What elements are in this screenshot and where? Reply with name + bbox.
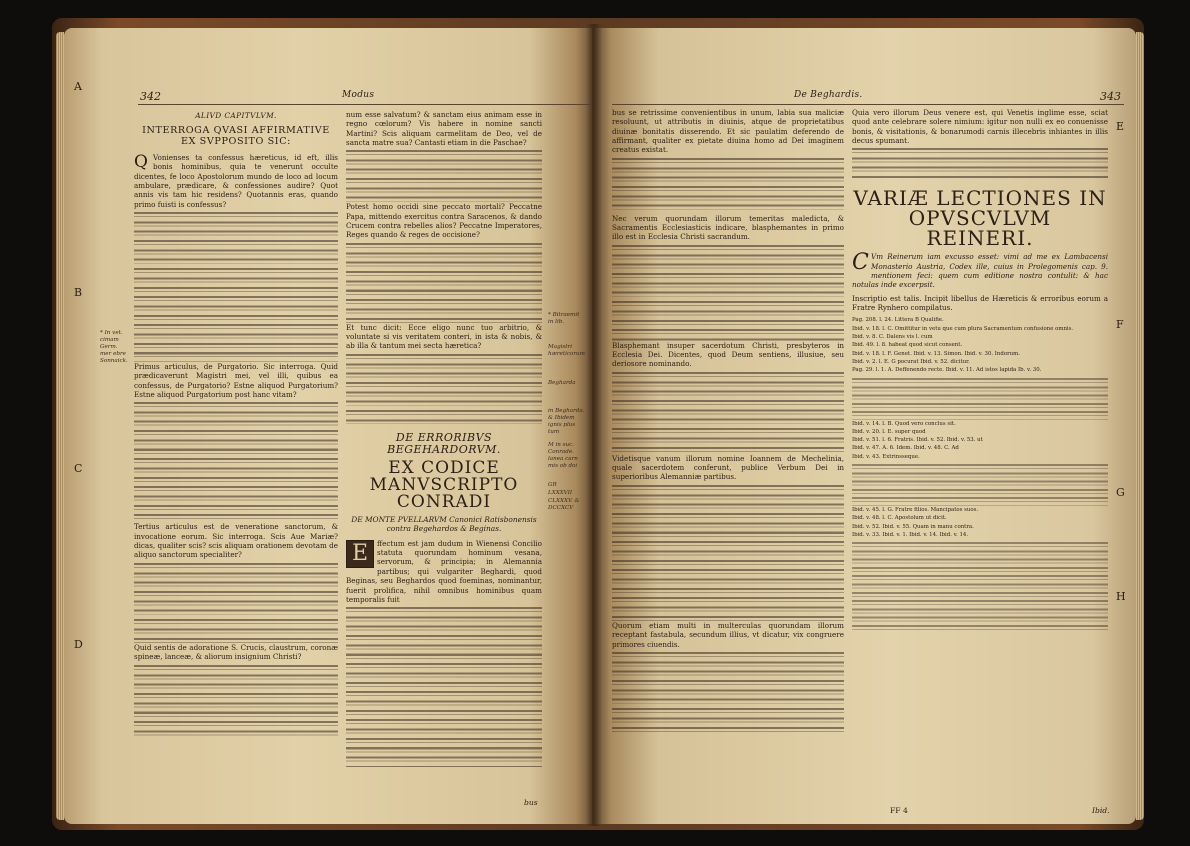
right-col1-para2: Nec verum quorundam illorum temeritas maledicta, & Sacramentis Ecclesiasticis indicare, blasphemantes in primo illo est in Ecclesia Christi sacrandum.: [612, 213, 844, 242]
variant-entry: Ibid. v. 33. Ibid. v. 1. Ibid. v. 14. Ibid. v. 14.: [852, 531, 969, 538]
variants-text-block: [852, 378, 1108, 420]
left-col1-opening: Q Vonienses ta confessus hæreticus, id eft, illis bonis hominibus, quia te venerunt occulte dicentes, fe loco Apostolorum mundo de loco ad locum ambulare, prædicare, & confessiones audire? Quot annis vis tam hic residens? Quotannis eras, quando primo fuisti is confessus?: [134, 152, 338, 209]
variants-text-block: [852, 542, 1108, 632]
margin-letter-g: G: [1116, 486, 1125, 499]
left-col2-para3: Et tunc dicit: Ecce eligo nunc tuo arbitrio, & voluntate si vis veritatem conteri, in ista & nobis, & ab illa & tantum mei secta hæretica?: [346, 322, 542, 351]
left-column-1: [134, 110, 338, 810]
variant-entry: Ibid. v. 43. Extrinsseque.: [852, 453, 920, 460]
left-col1-dropcap: Q: [134, 152, 148, 172]
left-col2-decorated-initial: E: [346, 540, 374, 568]
left-col2-text-block: [346, 607, 542, 767]
variant-entry: Pag. 208. l. 24. Littera B Qualifie.: [852, 317, 944, 324]
right-page-edges: [1136, 32, 1144, 820]
variants-list: [852, 316, 1108, 632]
margin-letter-a: A: [74, 80, 82, 93]
left-col2-para2: Potest homo occidi sine peccato mortali? Peccatne Papa, mittendo exercitus contra Saracenos, & dando Crucem contra rebelles alios? Peccatne Imperatores, Reges quando & reges de occisione?: [346, 202, 542, 240]
left-sidenote: Begharda: [548, 380, 576, 386]
variant-entry: Ibid. v. 45. l. G. Fratre filios. Mancipatos suos.: [852, 507, 979, 513]
right-col2-dropcap: C: [852, 250, 869, 276]
left-col2-body: E ffectum est jam dudum in Wienensi Concilio statuta quorundam hominum vesana, servorum, & principia; in Alemannia partibus; qui vulgariter Beghardi, quod Beginas, seu Beghardos quod foeminas, nominantur, fuerit prolifica, nihil omnibus hominibus quam temporalis fuit: [346, 538, 542, 604]
left-column-2: [346, 110, 542, 816]
right-col2-opening: Quia vero illorum Deus venere est, qui Venetis inglime esse, sciat quod ante celebrare solere nimium: igitur non nulli ex eo conuenisse bonis, & visitationis, & bonarumodi carnis illecebris inhiantes in illis decus spumant.: [852, 108, 1108, 146]
left-sidenote: GR: [548, 482, 557, 488]
variant-entry: Ibid. v. 2. l. E. G pocurat Ibid. v. 52. dicitur.: [852, 358, 970, 365]
right-col1-opening: bus se retrissime convenientibus in unum, labia sua maliciæ resoluunt, ut attributis in diuinis, atque de proprietatibus diuinæ bonitatis disserendo. Et sic paulatim deferendo de affirmant, qualiter ex pietate diuina homo ad Dei imaginem creatus existat.: [612, 108, 844, 155]
left-page: [64, 28, 592, 824]
left-head-rule: [138, 104, 590, 105]
left-sidenote: CLXXXV. & DCCXCV: [548, 498, 580, 511]
variant-entry: Ibid. v. 18. l. C. Omittitur in vetu que cum plura Sacramentum confusione omnis.: [852, 325, 1074, 332]
right-col1-text-block: [612, 652, 844, 734]
left-big-title: EX CODICE MANVSCRIPTO CONRADI: [369, 457, 519, 512]
right-col1-text-block: [612, 245, 844, 341]
margin-letter-h: H: [1116, 590, 1126, 603]
left-margin-note: * In vet. cimam Germ. mer ebre Sonnaick.: [100, 330, 128, 364]
left-col1-text-block: [134, 665, 338, 739]
variant-entry: Ibid. v. 52. Ibid. v. 55. Quam in manu contra.: [852, 523, 974, 530]
left-sidenote: Magistri hæreticorum: [548, 344, 585, 357]
left-col2-opening: num esse salvatum? & sanctam eius animam esse in regno cœlorum? Vis habere in nomine sancti Martini? Scis aliquam carmelitam de Deo, vel de sancta matre sua? Cantasti etiam in die Paschae?: [346, 110, 542, 148]
left-col1-para2: Primus articulus, de Purgatorio. Sic interroga. Quid prædicaverunt Magistri mei, vel illi, quibus ea confessus, de Purgatorio? Estne aliquod Purgatorium? Estne aliquod Purgatorium post hanc vitam?: [134, 362, 338, 400]
right-col2-intro: C Vm Reinerum iam excusso esset: vimi ad me ex Lambacensi Monasterio Austria, Codex ille, cuius in Prolegomenis cap. 9. mentionem feci: quem cum editione nostra contulit: & hac notulas inde excerpsit.: [852, 250, 1108, 290]
right-catchword: Ibid.: [1092, 806, 1110, 815]
variant-entry: Ibid. v. 8. C. Dalens vis l. cum: [852, 334, 933, 341]
right-col1-text-block: [612, 485, 844, 621]
left-sidenote: LXXXVII: [548, 490, 573, 496]
book-gutter-shadow: [586, 24, 602, 826]
left-source-line: DE MONTE PVELLARVM Canonici Ratisbonensis contra Begehardos & Beginas.: [351, 514, 537, 533]
left-section-title: DE ERRORIBVS BEGEHARDORVM.: [387, 430, 501, 456]
left-col1-text-block: [134, 212, 338, 362]
left-page-number: 342: [140, 90, 161, 103]
right-column-1: [612, 108, 844, 818]
variant-entry: Ibid. v. 47. A. 6. Idem. Ibid. v. 48. C. Ad: [852, 445, 959, 452]
left-col2-text-block: [346, 354, 542, 424]
left-page-edges: [56, 32, 64, 820]
right-col2-text-block: [852, 148, 1108, 178]
left-heading: INTERROGA QVASI AFFIRMATIVE EX SVPPOSITO SIC:: [142, 125, 330, 147]
right-head-rule: [612, 104, 1124, 105]
right-col1-text-block: [612, 158, 844, 214]
right-col1-para3: Blasphemant insuper sacerdotum Christi, presbyteros in Ecclesia Dei. Dicentes, quod Deum sentiens, illusiue, seu deriosore nominando.: [612, 340, 844, 369]
margin-letter-d: D: [74, 638, 83, 651]
variant-entry: Ibid. v. 20. l. E. super quod: [852, 428, 926, 435]
left-col2-text-block: [346, 150, 542, 202]
left-col1-para3: Tertius articulus est de veneratione sanctorum, & invocatione eorum. Sic interroga. Scis Aue Mariæ? dicas, qualiter scis? scis aliquam orationem devotam de aliquo sanctorum specialiter?: [134, 522, 338, 560]
left-running-head: Modus: [342, 90, 375, 100]
right-running-head: De Beghardis.: [794, 90, 863, 100]
right-signature-mark: FF 4: [890, 806, 908, 815]
right-column-2: [852, 108, 1108, 814]
margin-letter-f: F: [1116, 318, 1124, 331]
right-col1-para5: Quorum etiam multi in multerculas quorundam illorum receptant fastabula, secundum illius, vt dicatur, vix congruere primores ciuendis.: [612, 620, 844, 649]
margin-letter-b: B: [74, 286, 83, 299]
variant-entry: Ibid. v. 18. l. F. Genet. Ibid. v. 13. Simon. Ibid. v. 30. Indorum.: [852, 350, 1020, 357]
right-col1-text-block: [612, 372, 844, 454]
variant-entry: Ibid. v. 48. l. C. Apostolum ut dicit.: [852, 515, 947, 522]
left-sidenote: * Bitraemit in lib.: [548, 312, 580, 325]
left-sidenote: in Begharda. & Ibidem ignis plus tum: [548, 408, 585, 435]
left-subheading: ALIVD CAPITVLVM.: [195, 111, 277, 120]
right-page-number: 343: [1100, 90, 1121, 103]
variant-entry: Ibid. v. 51. l. 6. Fratris. Ibid. v. 52. Ibid. v. 53. ut: [852, 437, 983, 444]
variant-entry: Pag. 29. l. 1. A. Deffenendo recte. Ibid. v. 11. Ad istos lapida Ib. v. 30.: [852, 367, 1042, 374]
margin-letter-c: C: [74, 462, 83, 475]
right-col2-inscription: Inscriptio est talis. Incipit libellus de Hæreticis & erroribus eorum a Fratre Rynhero compilatus.: [852, 293, 1108, 313]
variant-entry: Ibid. v. 14. l. B. Quod vero conclus sit.: [852, 420, 956, 427]
left-catchword: bus: [524, 798, 538, 807]
variants-text-block: [852, 464, 1108, 506]
right-col1-para4: Videtisque vanum illorum nomine Ioannem de Mechelinia, quale sacerdotem conferunt, publice Verbum Dei in superioribus Alemanniæ partibus.: [612, 453, 844, 482]
left-col1-text-block: [134, 402, 338, 522]
left-col1-para4: Quid sentis de adoratione S. Crucis, claustrum, coronæ spineæ, lanceæ, & aliorum insignium Christi?: [134, 642, 338, 662]
left-col2-text-block: [346, 243, 542, 323]
right-page: [594, 28, 1136, 824]
right-variae-title: VARIÆ LECTIONES IN OPVSCVLVM REINERI.: [853, 186, 1107, 251]
left-sidenote: M in suc. Conrade. lanea carn mis ob doi: [548, 442, 578, 469]
left-col1-text-block: [134, 563, 338, 643]
margin-letter-e: E: [1116, 120, 1125, 133]
variant-entry: Ibid. 49. l. 8. habeat quod sicut consent.: [852, 342, 963, 349]
